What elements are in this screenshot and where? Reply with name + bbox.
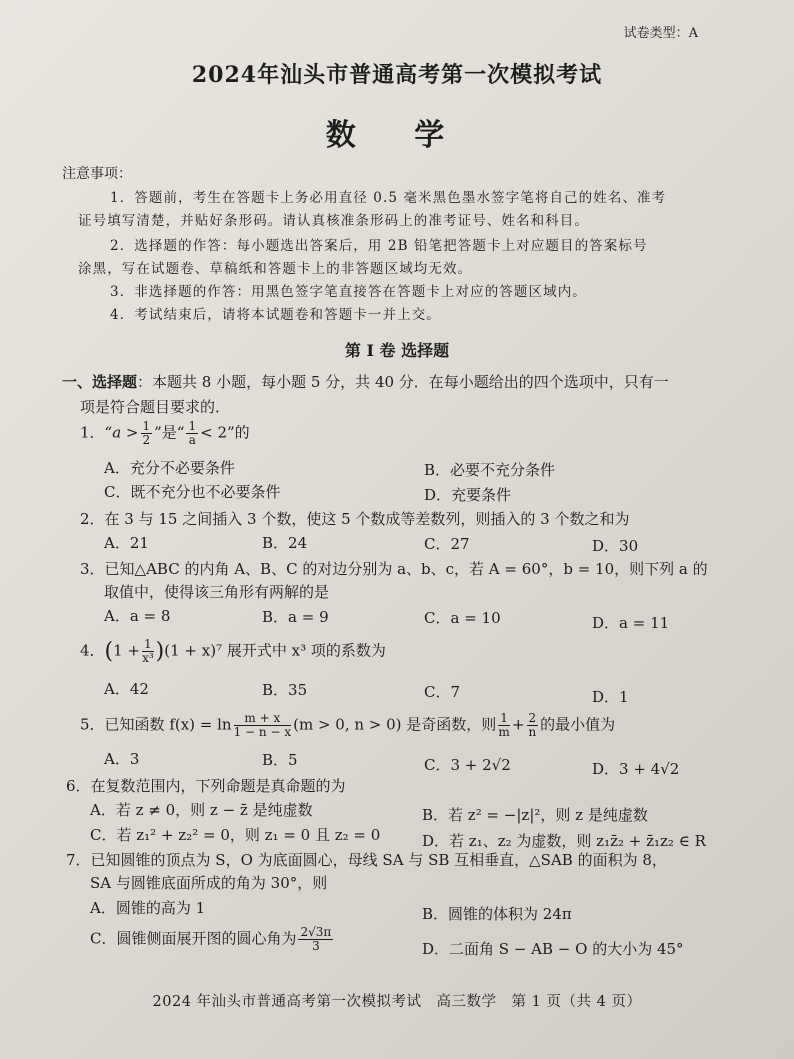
part1-instruction-a (62, 371, 669, 392)
question-2-option-a: A．21 (104, 534, 149, 552)
notice-item-1a: 1．答题前，考生在答题卡上务必用直径 0.5 毫米黑色墨水签字笔将自己的姓名、准考 (110, 190, 667, 206)
question-5-option-c: C．3 + 2√2 (424, 756, 511, 774)
question-6-option-a: A．若 z ≠ 0，则 z − z̄ 是纯虚数 (90, 801, 313, 819)
question-1-option-c: C．既不充分也不必要条件 (104, 483, 281, 501)
fraction: $\frac{1}{a}$ (188, 419, 197, 447)
fraction: $\frac{1}{m}$ (498, 711, 510, 739)
question-5-stem: 5．已知函数 f(x) = ln $\frac{m + x}{1 - n - x}$ (m > 0, n > 0) 是奇函数，则 $\frac{1}{m}$ + $\frac{2}{n}$ 的最小值为 (80, 711, 616, 739)
question-3-option-c: C．a = 10 (424, 609, 501, 627)
fraction: $\frac{1}{\text{x³}}$ (142, 637, 154, 665)
question-6-option-c: C．若 z₁² + z₂² = 0，则 z₁ = 0 且 z₂ = 0 (90, 826, 381, 844)
question-7-option-a: A．圆锥的高为 1 (90, 899, 206, 917)
question-3-stem-a: 3．已知△ABC 的内角 A、B、C 的对边分别为 a、b、c，若 A = 60°，b = 10，则下列 a 的 (80, 560, 708, 578)
question-2-stem: 2．在 3 与 15 之间插入 3 个数，使这 5 个数成等差数列，则插入的 3 个数之和为 (80, 510, 630, 528)
question-4-option-d: D．1 (592, 688, 629, 706)
question-4-option-c: C．7 (424, 683, 461, 701)
notice-item-1b: 证号填写清楚，并贴好条形码。请认真核准条形码上的准考证号、姓名和科目。 (78, 213, 589, 229)
question-2-option-b: B．24 (262, 534, 308, 552)
question-5-option-b: B．5 (262, 751, 298, 769)
question-7-option-b: B．圆锥的体积为 24π (422, 905, 572, 923)
notice-item-2b: 涂黑，写在试题卷、草稿纸和答题卡上的非答题区域均无效。 (78, 261, 473, 277)
question-2-option-c: C．27 (424, 535, 470, 553)
question-3-option-d: D．a = 11 (592, 614, 670, 632)
notice-heading: 注意事项： (62, 166, 132, 182)
question-1-stem: 1．“a > $\frac{1}{2}$ ”是“ $\frac{1}{a}$ < 2”的 (80, 419, 250, 447)
question-1-option-a: A．充分不必要条件 (104, 459, 235, 477)
question-7-stem-a: 7．已知圆锥的顶点为 S，O 为底面圆心，母线 SA 与 SB 互相垂直，△SAB 的面积为 8， (66, 851, 667, 869)
question-1-option-b: B．必要不充分条件 (424, 461, 556, 479)
exam-title: 2024年汕头市普通高考第一次模拟考试 (191, 62, 603, 88)
paper-type-label: 试卷类型：A (623, 26, 698, 41)
question-4-option-b: B．35 (262, 681, 308, 699)
question-1-option-d: D．充要条件 (424, 486, 512, 504)
question-7-option-d: D．二面角 S − AB − O 的大小为 45° (422, 940, 684, 958)
question-5-option-d: D．3 + 4√2 (592, 760, 680, 778)
notice-item-3: 3．非选择题的作答：用黑色签字笔直接答在答题卡上对应的答题区域内。 (110, 284, 587, 300)
page-footer: 2024 年汕头市普通高考第一次模拟考试 高三数学 第 1 页（共 4 页） (152, 994, 642, 1010)
question-4-option-a: A．42 (104, 680, 149, 698)
notice-item-2a: 2．选择题的作答：每小题选出答案后，用 2B 铅笔把答题卡上对应题目的答案标号 (110, 238, 648, 254)
part1-instruction-b: 项是符合题目要求的． (80, 398, 231, 416)
question-2-option-d: D．30 (592, 537, 639, 555)
question-4-stem: 4．(1 + $\frac{1}{\text{x³}}$ )(1 + x)⁷ 展开式中 x³ 项的系数为 (80, 637, 386, 665)
fraction: $\frac{2√3\pi}{3}$ (300, 925, 332, 953)
question-7-option-c: C．圆锥侧面展开图的圆心角为 $\frac{2√3\pi}{3}$ (90, 925, 332, 953)
question-7-stem-b: SA 与圆锥底面所成的角为 30°，则 (90, 874, 328, 892)
part1-label: 一、选择题 (62, 373, 138, 391)
question-5-option-a: A．3 (104, 750, 140, 768)
notice-item-4: 4．考试结束后，请将本试题卷和答题卡一并上交。 (110, 307, 441, 323)
question-6-stem: 6．在复数范围内，下列命题是真命题的为 (66, 777, 346, 795)
question-6-option-d: D．若 z₁、z₂ 为虚数，则 z₁z̄₂ + z̄₁z₂ ∈ R (422, 832, 706, 850)
fraction: $\frac{1}{2}$ (142, 419, 151, 447)
fraction: $\frac{m + x}{1 - n - x}$ (233, 711, 292, 739)
question-3-option-a: A．a = 8 (104, 607, 171, 625)
question-3-option-b: B．a = 9 (262, 608, 329, 626)
fraction: $\frac{2}{n}$ (528, 711, 537, 739)
section-title: 第 I 卷 选择题 (344, 341, 450, 360)
question-3-stem-b: 取值中，使得该三角形有两解的是 (104, 583, 330, 601)
subject-title: 数 学 (325, 118, 469, 153)
question-6-option-b: B．若 z² = −|z|²，则 z 是纯虚数 (422, 806, 648, 824)
part1-text: ：本题共 8 小题，每小题 5 分，共 40 分．在每小题给出的四个选项中，只有一 (137, 373, 669, 391)
